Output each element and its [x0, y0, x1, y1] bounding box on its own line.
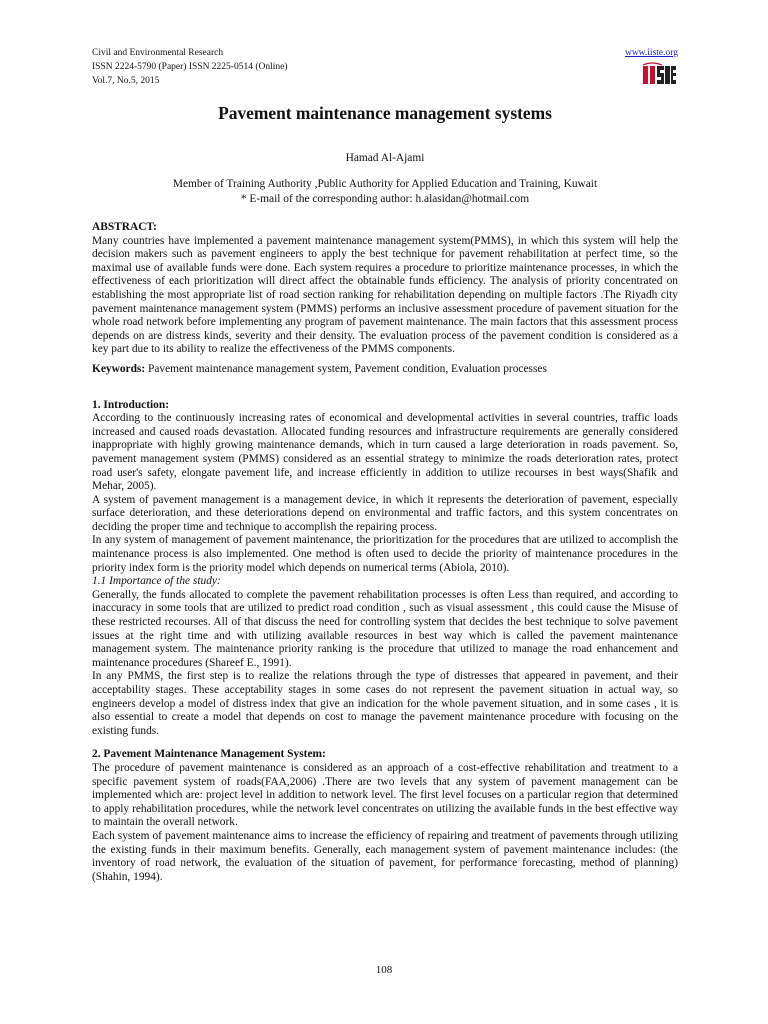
running-header	[92, 46, 678, 88]
email-line: * E-mail of the corresponding author: h.alasidan@hotmail.com	[240, 193, 530, 205]
journal-url-link[interactable]: www.iiste.org	[624, 48, 678, 58]
keywords-label: Keywords:	[92, 362, 146, 375]
abstract-text: Many countries have implemented a pavement maintenance management system(PMMS), in which this system will help the decision makers such as pavement engineers to apply the best technique for pavement rehabilitation at perfect time, so the maximal use of available funds were done. Each system requires a procedure to prioritize maintenance processes, in which the effectiveness of each prioritization will direct affect the obtainable funds efficiency. The analysis of priority concentrated on establishing the most appropriate list of road section ranking for rehabilitation depending on multiple factors .The Riyadh city pavement maintenance management system (PMMS) performs an inclusive assessment procedure of pavement situation for the whole road network before implementing any program of pavement maintenance. The main factors that this assessment process depends on are distress kinds, severity and their density. The evaluation process of the pavement condition is considered as a key part due to its ability to realize the effectiveness of the PMMS components.	[92, 234, 678, 356]
section1-heading: 1. Introduction:	[92, 398, 170, 411]
section1-paragraph: A system of pavement management is a management device, in which it represents the deterioration of pavement, especially surface deterioration, and these deteriorations depend on environmental and traffic factors, and this system concentrates on deciding the proper time and technique to accomplish the repairing process.	[92, 493, 678, 533]
journal-name: Civil and Environmental Research	[92, 48, 224, 58]
paper-title: Pavement maintenance management systems	[218, 103, 552, 123]
section1-paragraph: According to the continuously increasing rates of economical and developmental activities in several countries, traffic loads increased and caused roads devastation. Allocated funding resources and infrastructure requirements are generally considered inappropriate with highly growing maintenance demands, which in turn caused a large deterioration in roads pavement. So, pavement management system (PMMS) considered as an essential strategy to minimize the roads deterioration rates, protect road user's safety, elongate pavement life, and increase efficiently in addition to utilize recourses in best ways(Shafik and Mehar, 2005).	[92, 412, 678, 493]
section2-heading: 2. Pavement Maintenance Management System:	[92, 748, 326, 761]
subsection-heading: 1.1 Importance of the study:	[92, 575, 221, 588]
page-number: 108	[375, 964, 393, 976]
keywords-line	[92, 363, 678, 377]
section1-paragraph: Generally, the funds allocated to complete the pavement rehabilitation processes is often Less than required, and according to inaccuracy in some tools that are utilized to predict road condition , such as visual assessment , this could cause the Misuse of these restricted recourses. All of that discuss the need for controlling system that decides the best technique to solve pavement issues at the right time and with utilizing available resources in best way which is called the pavement maintenance management system. The maintenance priority ranking is the procedure that utilized to manage the road enhancement and maintenance procedures (Shareef E., 1991).	[92, 588, 678, 669]
paper-body	[92, 221, 678, 884]
section1-paragraph: In any system of management of pavement maintenance, the prioritization for the procedures that are utilized to accomplish the maintenance process is also implemented. One method is often used to decide the priority of maintenance procedures in the priority index form is the priority model which depends on numerical terms (Abiola, 2010).	[92, 534, 678, 574]
issn-line: ISSN 2224-5790 (Paper) ISSN 2225-0514 (Online)	[92, 62, 288, 72]
volume-line: Vol.7, No.5, 2015	[92, 76, 160, 86]
affiliation-line: Member of Training Authority ,Public Authority for Applied Education and Training, Kuwait	[172, 178, 598, 190]
section2-paragraph: The procedure of pavement maintenance is considered as an approach of a cost-effective rehabilitation and treatment to a specific pavement system of roads(FAA,2006) .There are two levels that any system of pavement management can be implemented which are: project level in addition to network level. The first level focuses on a particular region that determined to apply rehabilitation procedures, while the network level concentrates on utilizing the available funds in the best effective way to maintain the overall network.	[92, 761, 678, 829]
author-affiliation	[92, 177, 678, 207]
keywords-text: Pavement maintenance management system, Pavement condition, Evaluation processes	[145, 362, 547, 375]
abstract-heading: ABSTRACT:	[92, 221, 157, 233]
section1-paragraph: In any PMMS, the first step is to realize the relations through the type of distresses that appeared in pavement, and their acceptability stages. These acceptability stages in some cases do not represent the pavement situation in actual way, so engineers develop a model of distress index that give an indication for the whole pavement situation, and in some cases , it is also essential to create a model that depends on cost to manage the pavement maintenance procedure with focusing on the existing funds.	[92, 670, 678, 737]
iiste-logo	[642, 62, 676, 86]
section2-paragraph: Each system of pavement maintenance aims to increase the efficiency of repairing and treatment of pavements through utilizing the existing funds in their maximum benefits. Generally, each management system of pavement maintenance includes: (the inventory of road network, the evaluation of the situation of pavement, for performance forecasting, method of planning) (Shahin, 1994).	[92, 829, 678, 883]
author-name: Hamad Al-Ajami	[345, 152, 425, 164]
